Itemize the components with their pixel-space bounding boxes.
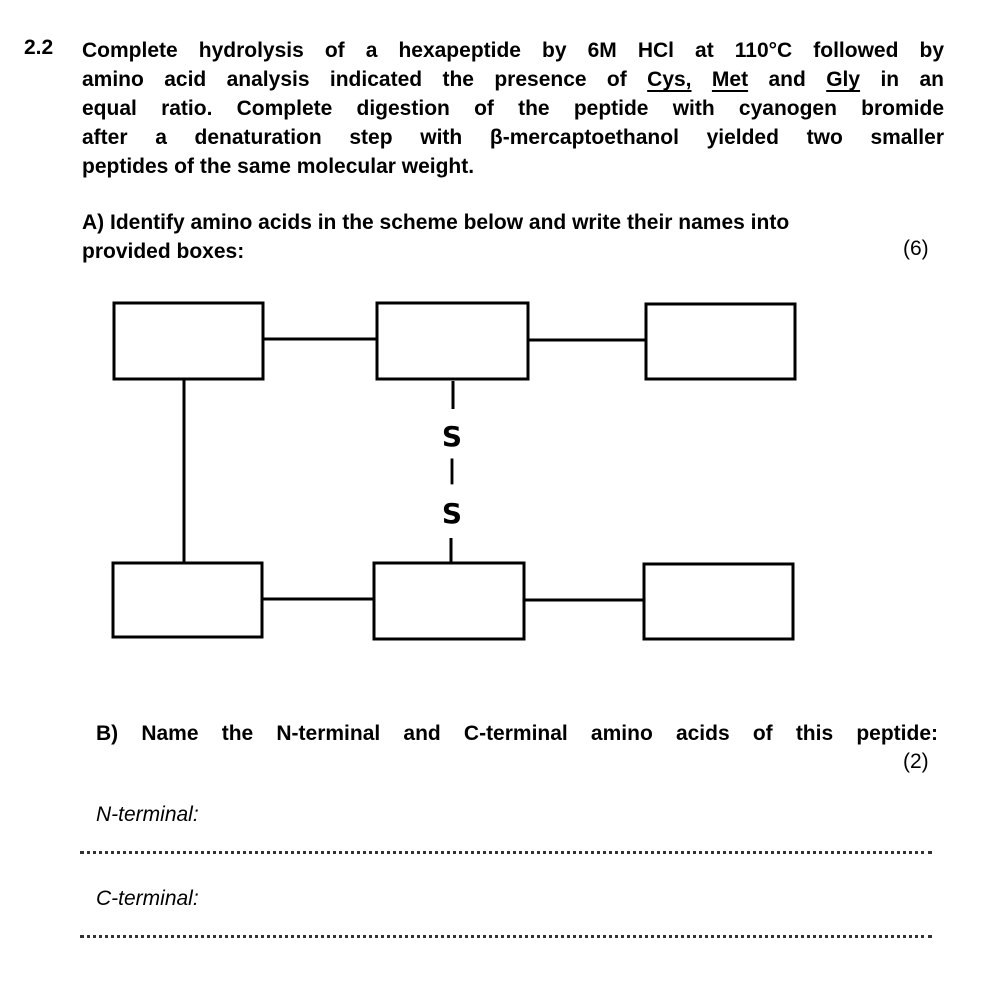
intro-and: and [768, 68, 806, 91]
c-terminal-answer-line[interactable] [80, 935, 932, 938]
intro-line-5: peptides of the same molecular weight. [82, 155, 475, 178]
intro-line-1: Complete hydrolysis of a hexapeptide by 6M HCl at 110°C followed by [82, 39, 944, 62]
disulfide-s-top: S [441, 420, 463, 453]
question-number: 2.2 [24, 36, 54, 59]
amino-acid-cys: Cys, [647, 68, 692, 91]
intro-line-3: equal ratio. Complete digestion of the peptide with cyanogen bromide [82, 97, 944, 120]
intro-line-2-text: amino acid analysis indicated the presence of [82, 68, 627, 91]
answer-box-top-right-area[interactable] [646, 304, 795, 379]
part-b-prompt: B) Name the N-terminal and C-terminal amino acids of this peptide: [96, 722, 938, 745]
answer-box-bottom-right-area[interactable] [644, 564, 793, 639]
part-a-line-1: A) Identify amino acids in the scheme below and write their names into [82, 211, 790, 234]
amino-acid-met: Met [711, 68, 749, 91]
question-intro [82, 36, 944, 181]
n-terminal-label: N-terminal: [96, 803, 199, 826]
c-terminal-label: C-terminal: [96, 887, 199, 910]
intro-line-2-tail: in an [880, 68, 945, 91]
answer-box-top-left-area[interactable] [114, 303, 263, 379]
part-a-prompt [82, 208, 944, 266]
answer-box-bottom-left-area[interactable] [113, 563, 262, 637]
part-b-marks: (2) [903, 750, 929, 773]
amino-acid-gly: Gly [826, 68, 861, 91]
intro-line-2 [82, 65, 944, 94]
part-a-line-2: provided boxes: [82, 240, 245, 263]
disulfide-bond-line: | [447, 455, 457, 485]
answer-box-top-middle-area[interactable] [377, 303, 528, 379]
part-a-marks: (6) [903, 237, 929, 260]
disulfide-s-bottom: S [441, 497, 463, 530]
answer-box-bottom-middle-area[interactable] [374, 563, 524, 639]
intro-line-4: after a denaturation step with β-mercaptoethanol yielded two smaller [82, 126, 944, 149]
n-terminal-answer-line[interactable] [80, 851, 932, 854]
